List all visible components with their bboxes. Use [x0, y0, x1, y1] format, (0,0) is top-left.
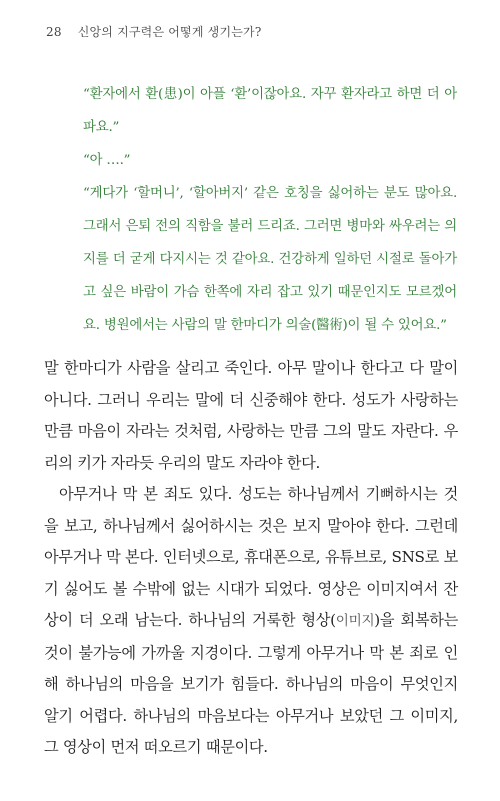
quote-paragraph-3: “게다가 ‘할머니’, ‘할아버지’ 같은 호칭을 싫어하는 분도 많아요. 그래서 은퇴 전의 직함을 불러 드리죠. 그러면 병마와 싸우려는 의지를 더 굳게 다지시는 것 같아요. 건강하게 일하던 시절로 돌아가고 싶은 바람이 가슴 한쪽에 자리 잡고 있기 때문인지도 모르겠어요. 병원에서는 사람의 말 한마디가 의술(醫術)이 될 수 있어요.” [83, 186, 457, 333]
quote-paragraph-1: “환자에서 환(患)이 아플 ‘환’이잖아요. 자꾸 환자라고 하면 더 아파요.” [83, 87, 457, 135]
page-number: 28 [46, 25, 62, 39]
running-header [46, 23, 261, 40]
image-word-highlight: 이미지 [335, 613, 375, 629]
dialogue-quote-block [83, 78, 457, 342]
running-title: 신앙의 지구력은 어떻게 생기는가? [77, 25, 262, 39]
body-paragraph-2 [44, 479, 458, 764]
body-paragraph-2-part-1: 아무거나 막 본 죄도 있다. 성도는 하나님께서 기뻐하시는 것을 보고, 하나님께서 싫어하시는 것은 보지 말아야 한다. 그런데 아무거나 막 본다. 인터넷으로, 휴대폰으로, 유튜브로, SNS로 보기 싫어도 볼 수밖에 없는 시대가 되었다. 영상은 이미지여서 잔상이 더 오래 남는다. 하나님의 거룩한 형상( [44, 485, 458, 629]
body-paragraph-1: 말 한마디가 사람을 살리고 죽인다. 아무 말이나 한다고 다 말이 아니다. 그러니 우리는 말에 더 신중해야 한다. 성도가 사랑하는 만큼 마음이 자라는 것처럼, 사랑하는 만큼 그의 말도 자란다. 우리의 키가 자라듯 우리의 말도 자라야 한다. [44, 359, 458, 472]
body-text [44, 353, 458, 764]
quote-paragraph-2: “아 ….” [83, 153, 131, 168]
body-paragraph-2-part-2: )을 회복하는 것이 불가능에 가까울 지경이다. 그렇게 아무거나 막 본 죄로 인해 하나님의 마음을 보기가 힘들다. 하나님의 마음이 무엇인지 알기 어렵다. 하나님의 마음보다는 아무거나 보았던 그 이미지, 그 영상이 먼저 떠오르기 때문이다. [44, 611, 458, 756]
